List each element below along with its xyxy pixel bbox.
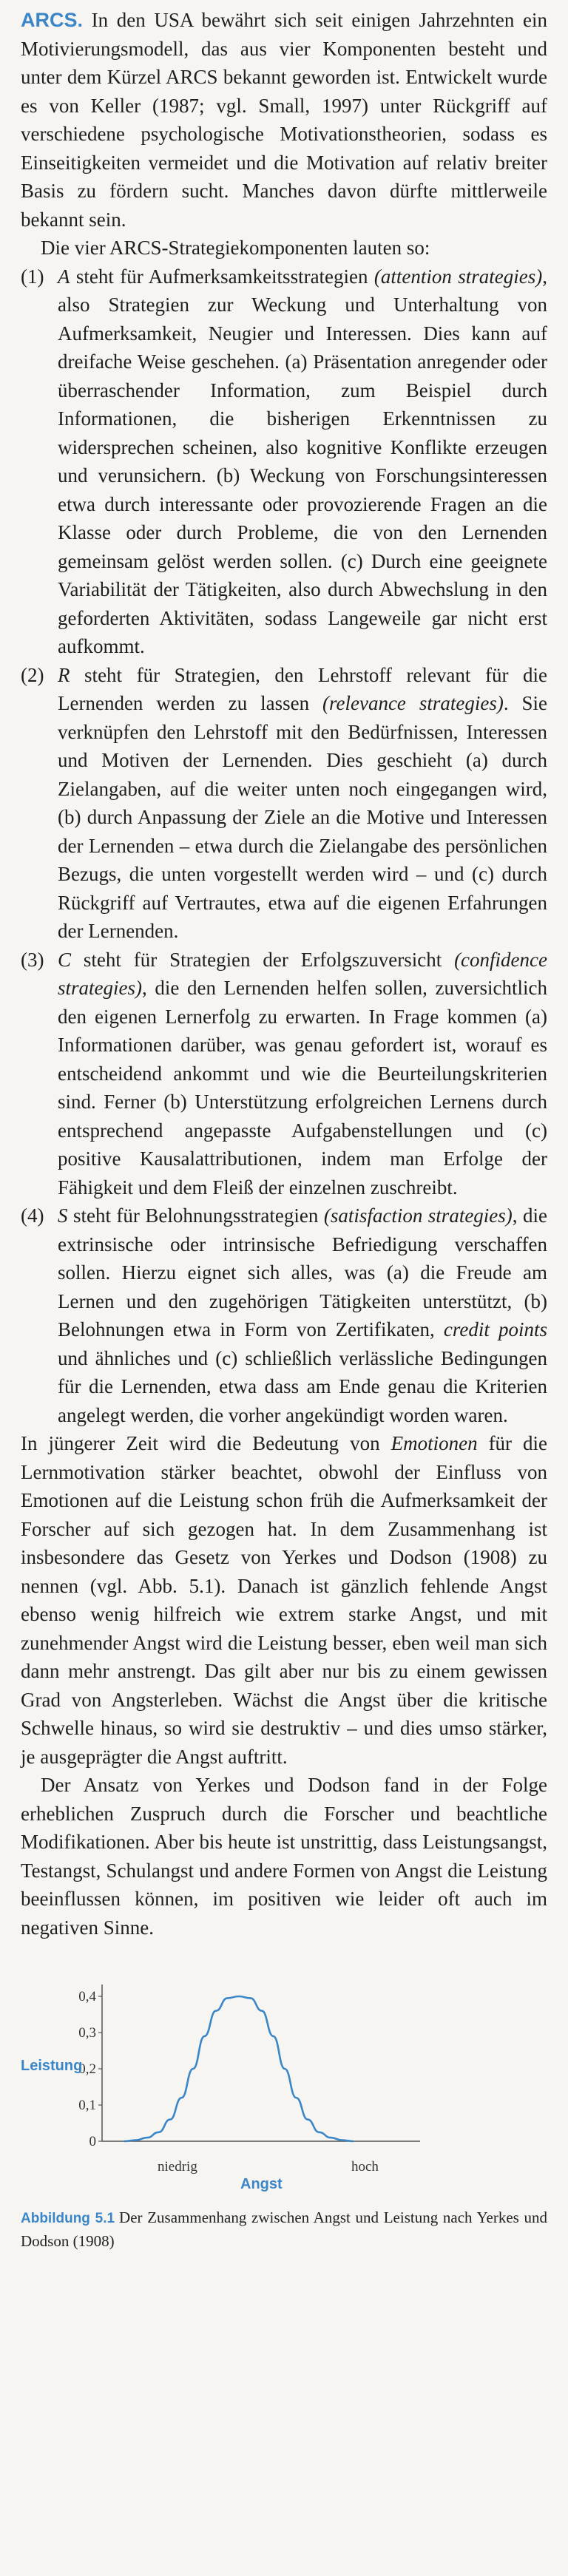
y-tick-label: 0,3 xyxy=(78,2025,96,2041)
arcs-list xyxy=(21,262,547,1430)
figure-caption-text: Der Zusammenhang zwischen Angst und Leistung nach Yerkes und Dodson (1908) xyxy=(21,2209,548,2250)
list-item xyxy=(21,661,547,946)
section-keyword: ARCS. xyxy=(21,9,84,31)
y-tick-label: 0,1 xyxy=(78,2098,96,2113)
figure-yerkes-dodson xyxy=(21,1962,547,2295)
list-item-term: (attention strategies) xyxy=(373,265,543,288)
yerkes-dodson-chart xyxy=(21,1962,547,2221)
list-intro: Die vier ARCS-Strategiekomponenten lauten so: xyxy=(41,237,430,259)
yerkes-dodson-paragraph: Der Ansatz von Yerkes und Dodson fand in der Folge erheblichen Zuspruch durch die Forscher und beachtliche Modifikationen. Aber bis heute ist unstrittig, dass Leistungsangst, Testangst, Schulangst und andere Formen von Angst die Leistung beeinflussen können, im positiven wie leider oft auch im negativen Sinne. xyxy=(21,1774,547,1939)
x-tick-label-low: niedrig xyxy=(158,2159,197,2175)
list-item-text: . Sie verknüpfen den Lehrstoff mit den Bedürfnissen, Interessen und Motiven der Lernenden. Dies geschieht (a) durch Zielangaben, auf die weiter unten noch eingegangen wird, (b) durch Anpassung der Ziele an die Motive und Interessen der Lernenden – etwa durch die Zielangabe des persönlichen Bezugs, die unten vorgestellt werden wird – und (c) durch Rückgriff auf Vertrautes, etwa auf die eigenen Erfahrungen der Lernenden. xyxy=(58,692,547,942)
y-tick-label: 0 xyxy=(89,2134,96,2149)
list-item-term: credit points xyxy=(443,1318,547,1340)
figure-caption xyxy=(21,2206,547,2252)
paragraph-text: In jüngerer Zeit wird die Bedeutung von xyxy=(21,1432,391,1454)
list-item-number: (2) xyxy=(21,663,44,686)
list-item-number: (4) xyxy=(21,1204,44,1227)
list-item-text: , die extrinsische oder intrinsische Befriedigung verschaffen sollen. Hierzu eignet sich alles, was (a) die Freude am Lernen und den zugehörigen Tätigkeiten unterstützt, (b) Belohnungen etwa in Form von Zertifikaten, xyxy=(58,1204,548,1340)
list-item xyxy=(21,946,547,1202)
x-tick-label-high: hoch xyxy=(351,2159,379,2175)
list-item-letter: S xyxy=(58,1204,68,1227)
y-tick-label: 0,4 xyxy=(78,1989,96,2004)
list-item-term: (satisfaction strategies) xyxy=(323,1204,513,1227)
emotion-term: Emotionen xyxy=(390,1432,478,1454)
y-axis-label: Leistung xyxy=(21,2058,83,2074)
figure-caption-label: Abbildung 5.1 xyxy=(21,2211,115,2226)
performance-curve xyxy=(124,1996,354,2141)
paragraph-text: für die Lernmotivation stärker beachtet, obwohl der Einfluss von Emotionen auf die Leistung schon früh die Aufmerksamkeit der Forscher auf sich gezogen hat. In dem Zusammenhang ist insbesondere das Gesetz von Yerkes und Dodson (1908) zu nennen (vgl. Abb. 5.1). Danach ist gänzlich fehlende Angst ebenso wenig hilfreich wie extrem starke Angst, und mit zunehmender Angst wird die Leistung besser, eben weil man sich dann mehr anstrengt. Das gilt aber nur bis zu einem gewissen Grad von Angsterleben. Wächst die Angst über die kritische Schwelle hinaus, so wird sie destruktiv – und dies umso stärker, je ausgeprägter die Angst auftritt. xyxy=(21,1432,548,1768)
list-item-text: und ähnliches und (c) schließlich verlässliche Bedingungen für die Lernenden, etwa dass am Ende genau die Kriterien angelegt werden, die vorher angekündigt worden waren. xyxy=(58,1346,547,1426)
list-item xyxy=(21,1201,547,1429)
list-item-text: steht für Aufmerksamkeitsstrategien xyxy=(70,265,374,288)
y-tick-label: 0,2 xyxy=(78,2061,96,2077)
list-item-term: (confidence strategies) xyxy=(58,948,547,999)
list-item xyxy=(21,262,547,661)
list-item-letter: R xyxy=(58,663,70,686)
emotion-paragraph xyxy=(21,1429,547,1771)
list-item-text: steht für Strategien der Erfolgszuversicht xyxy=(71,948,455,971)
list-item-text: steht für Strategien, den Lehrstoff relevant für die Lernenden werden zu lassen xyxy=(58,663,547,714)
list-item-number: (3) xyxy=(21,948,44,971)
list-item-text: , also Strategien zur Weckung und Unterhaltung von Aufmerksamkeit, Neugier und Interessen. Dies kann auf dreifache Weise geschehen. (a) Präsentation anregender oder überraschender Information, zum Beispiel durch Informationen, die bisherigen Erkenntnissen zu widersprechen scheinen, also kognitive Konflikte erzeugen und verunsichern. (b) Weckung von Forschungsinteressen etwa durch interessante oder provozierende Fragen an die Klasse oder durch Probleme, die von den Lernenden gemeinsam gelöst werden sollen. (c) Durch eine geeignete Variabilität der Tätigkeiten, also durch Abwechslung in den geforderten Aktivitäten, sodass Langeweile gar nicht erst aufkommt. xyxy=(58,265,547,657)
list-item-term: (relevance strategies) xyxy=(322,692,504,714)
list-item-number: (1) xyxy=(21,265,44,288)
x-axis-label: Angst xyxy=(240,2176,283,2192)
intro-paragraph xyxy=(21,6,547,234)
list-item-letter: A xyxy=(58,265,70,288)
list-item-text: steht für Belohnungsstrategien xyxy=(67,1204,324,1227)
list-item-text: , die den Lernenden helfen sollen, zuversichtlich den eigenen Lernerfolg zu erwarten. In Frage kommen (a) Informationen darüber, was genau gefordert ist, worauf es entscheidend ankommt und wie die Beurteilungskriterien sind. Ferner (b) Unterstützung erfolgreichen Lernens durch entsprechend angepasste Aufgabenstellungen und (c) positive Kausalattributionen, indem man Erfolge der Fähigkeit und dem Fleiß der einzelnen zuschreibt. xyxy=(58,977,547,1199)
intro-text: In den USA bewährt sich seit einigen Jahrzehnten ein Motivierungsmodell, das aus vier Komponenten besteht und unter dem Kürzel ARCS bekannt geworden ist. Entwickelt wurde es von Keller (1987; vgl. Small, 1997) unter Rückgriff auf verschiedene psychologische Motivationstheorien, sodass es Einseitigkeiten vermeidet und die Motivation auf relativ breiter Basis zu fördern sucht. Manches davon dürfte mittlerweile bekannt sein. xyxy=(21,9,547,231)
list-item-letter: C xyxy=(58,948,72,971)
